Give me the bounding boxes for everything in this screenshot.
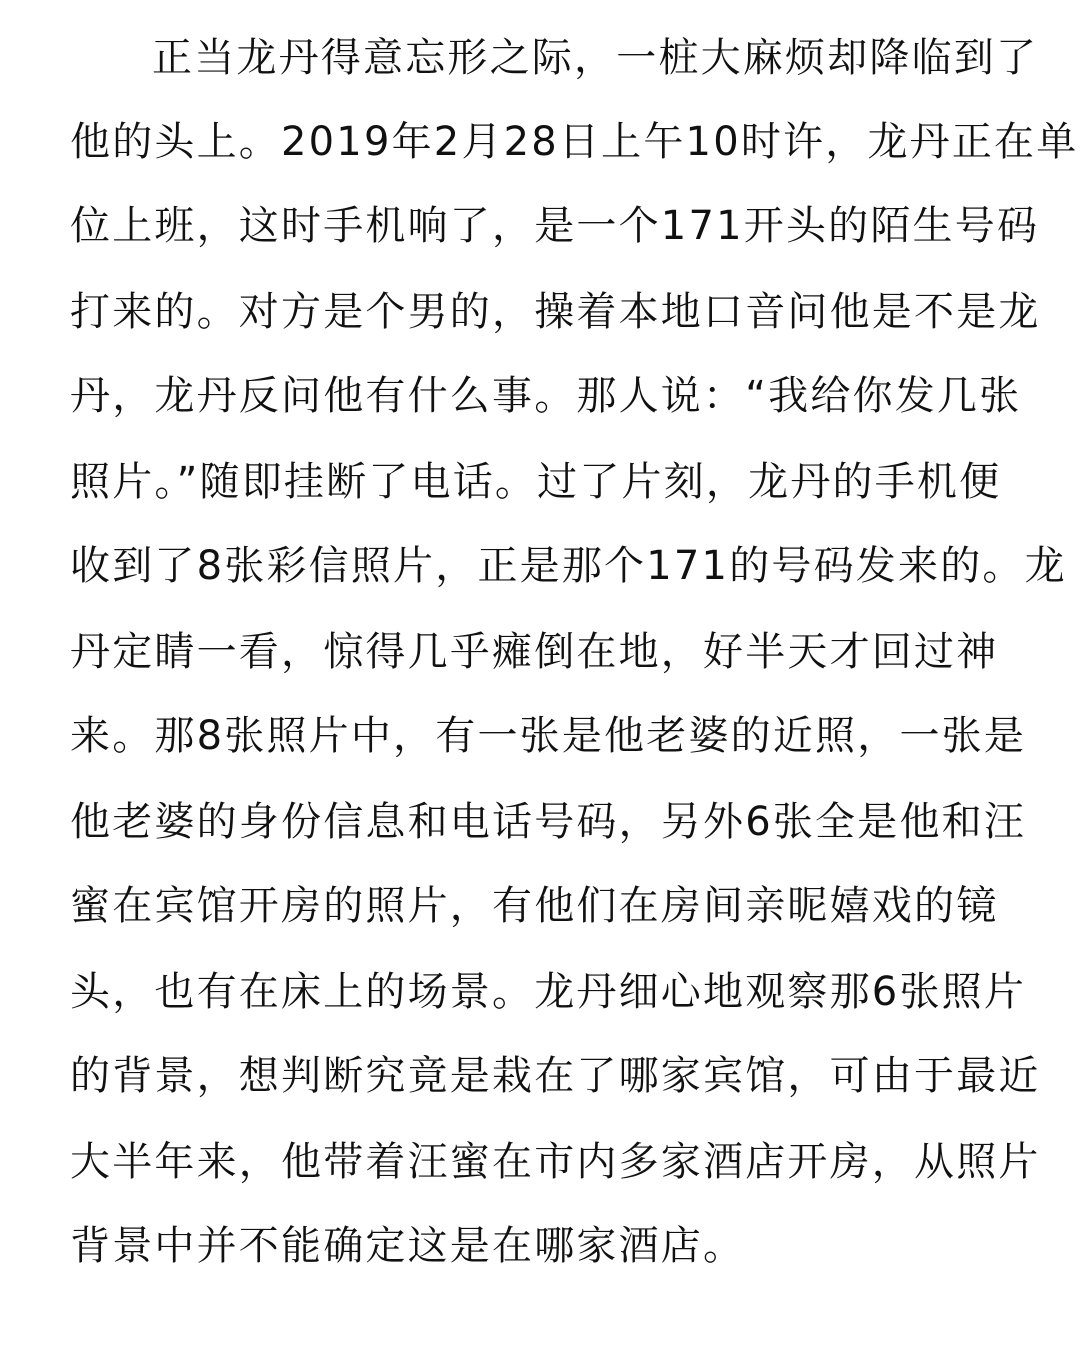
paragraph-line-10: 他老婆的身份信息和电话号码，另外6张全是他和汪 [70,799,1027,845]
paragraph-line-8: 丹定睛一看，惊得几乎瘫倒在地，好半天才回过神 [70,629,999,675]
paragraph-line-14: 大半年来，他带着汪蜜在市内多家酒店开房，从照片 [70,1139,1041,1185]
paragraph-line-15: 背景中并不能确定这是在哪家酒店。 [70,1223,746,1269]
paragraph-line-1: 正当龙丹得意忘形之际，一桩大麻烦却降临到了 [152,35,1039,81]
paragraph-line-12: 头，也有在床上的场景。龙丹细心地观察那6张照片 [70,969,1027,1015]
paragraph-line-4: 打来的。对方是个男的，操着本地口音问他是不是龙 [70,289,1041,335]
paragraph-line-11: 蜜在宾馆开房的照片，有他们在房间亲昵嬉戏的镜 [70,883,999,929]
paragraph-line-9: 来。那8张照片中，有一张是他老婆的近照，一张是 [70,713,1027,759]
paragraph-line-7: 收到了8张彩信照片，正是那个171的号码发来的。龙 [70,543,1067,589]
paragraph-line-6: 照片。”随即挂断了电话。过了片刻，龙丹的手机便 [70,459,1002,505]
paragraph-line-2: 他的头上。2019年2月28日上午10时许，龙丹正在单 [70,119,1079,165]
paragraph-line-3: 位上班，这时手机响了，是一个171开头的陌生号码 [70,203,1040,249]
paragraph-line-5: 丹，龙丹反问他有什么事。那人说：“我给你发几张 [70,373,1022,419]
paragraph-line-13: 的背景，想判断究竟是栽在了哪家宾馆，可由于最近 [70,1053,1041,1099]
